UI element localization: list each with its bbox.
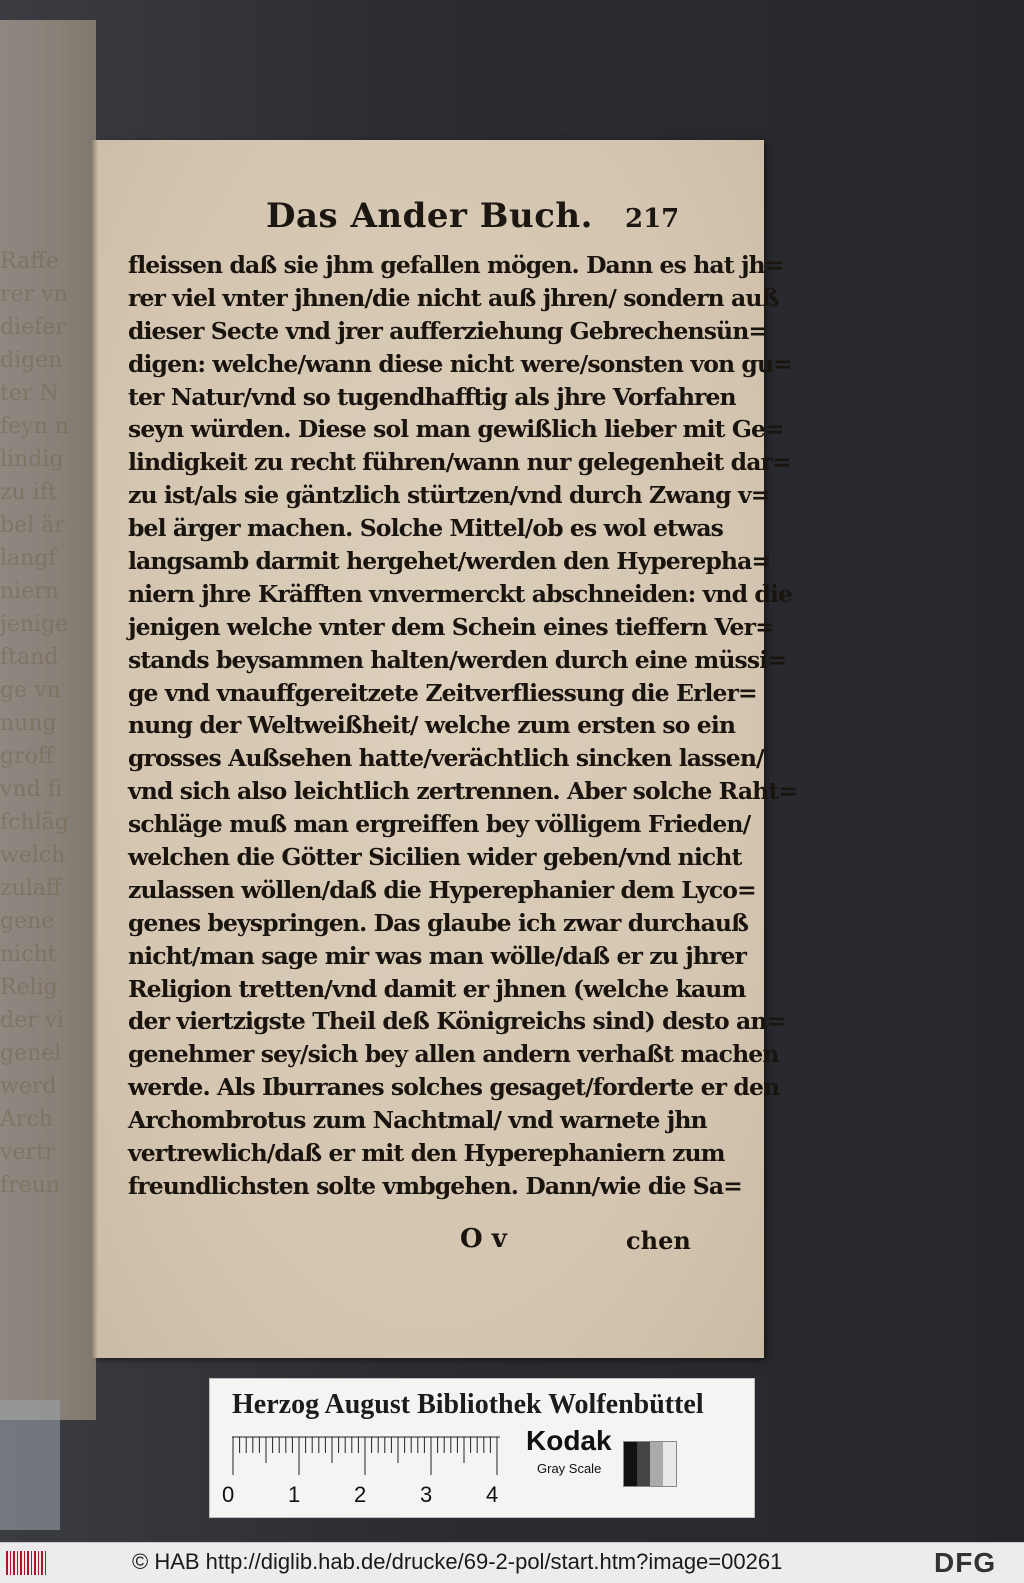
left-page-line: gene <box>0 909 55 934</box>
left-page-line: vertr <box>0 1140 56 1165</box>
left-page-line: vnd fi <box>0 777 63 802</box>
left-page-line: der vi <box>0 1008 65 1033</box>
text-line: zu ist/als sie gäntzlich stürtzen/vnd durch Zwang v= <box>128 481 770 510</box>
text-line: der viertzigste Theil deß Königreichs sind) desto an= <box>128 1007 786 1036</box>
text-line: jenigen welche vnter dem Schein eines tieffern Ver= <box>128 612 774 641</box>
left-page-line: niern <box>0 579 59 604</box>
page-number: 217 <box>625 204 680 234</box>
text-line: rer viel vnter jhnen/die nicht auß jhren/ sondern auß <box>128 283 779 312</box>
text-line: seyn würden. Diese sol man gewißlich lieber mit Ge= <box>128 415 784 444</box>
gray-scale-label: Gray Scale <box>537 1461 602 1476</box>
text-line: nung der Weltweißheit/ welche zum ersten so ein <box>128 711 736 740</box>
running-head: Das Ander Buch. <box>266 196 593 236</box>
text-line: ter Natur/vnd so tugendhafftig als jhre Vorfahren <box>128 382 736 411</box>
left-page-line: digen <box>0 348 63 373</box>
left-page-line: freun <box>0 1173 61 1198</box>
ruler-label: 2 <box>354 1482 367 1507</box>
text-line: ge vnd vnauffgereitzete Zeitverfliessung die Erler= <box>128 678 757 707</box>
text-line: vertrewlich/daß er mit den Hyperephaniern zum <box>128 1139 725 1168</box>
ruler-scale <box>232 1435 500 1477</box>
text-line: werde. Als Iburranes solches gesaget/forderte er den <box>128 1073 780 1102</box>
left-page-line: nicht <box>0 942 57 967</box>
left-page-line: Relig <box>0 975 58 1000</box>
text-line: zulassen wöllen/daß die Hyperephanier dem Lyco= <box>128 875 756 904</box>
text-line: genes beyspringen. Das glaube ich zwar durchauß <box>128 908 749 937</box>
left-page-line: Arch <box>0 1107 53 1132</box>
text-line: langsamb darmit hergehet/werden den Hyperepha= <box>128 547 771 576</box>
text-line: nicht/man sage mir was man wölle/daß er zu jhrer <box>128 941 747 970</box>
left-page-line: rer vn <box>0 282 68 307</box>
left-page-line: genel <box>0 1041 62 1066</box>
dfg-logo: DFG <box>934 1547 997 1578</box>
left-page-line: feyn n <box>0 414 69 439</box>
text-line: grosses Außsehen hatte/verächtlich sincken lassen/ <box>128 744 764 773</box>
text-line: dieser Secte vnd jrer aufferziehung Gebrechensün= <box>128 316 768 345</box>
text-line: welchen die Götter Sicilien wider geben/vnd nicht <box>128 843 742 872</box>
left-page-line: zulaff <box>0 876 62 901</box>
left-page-line: ter N <box>0 381 59 406</box>
text-line: genehmer sey/sich bey allen andern verhaßt machen <box>128 1040 779 1069</box>
text-line: Religion tretten/vnd damit er jhnen (welche kaum <box>128 974 746 1003</box>
left-page-line: jenige <box>0 612 69 637</box>
left-page-line: zu ift <box>0 480 57 505</box>
ruler-label: 4 <box>486 1482 499 1507</box>
text-line: schläge muß man ergreiffen bey völligem Frieden/ <box>128 810 751 839</box>
catchword: chen <box>626 1226 691 1255</box>
left-page-line: nung <box>0 711 57 736</box>
text-line: digen: welche/wann diese nicht were/sonsten von gu= <box>128 349 792 378</box>
text-line: vnd sich also leichtlich zertrennen. Aber solche Raht= <box>128 777 798 806</box>
color-scale-card <box>209 1378 755 1518</box>
body-text <box>128 249 798 1203</box>
left-page-line: fchläg <box>0 810 69 835</box>
signature-mark: O v <box>460 1224 507 1254</box>
text-line: lindigkeit zu recht führen/wann nur gelegenheit dar= <box>128 448 791 477</box>
left-page-line: werd <box>0 1074 57 1099</box>
footer-bar <box>0 1542 1024 1583</box>
hab-barcode-icon <box>6 1551 48 1575</box>
text-line: Archombrotus zum Nachtmal/ vnd warnete jhn <box>128 1106 707 1135</box>
gray-swatch <box>623 1441 677 1487</box>
left-page-text <box>0 245 69 1202</box>
ruler-label: 1 <box>288 1482 301 1507</box>
ruler-label: 3 <box>420 1482 433 1507</box>
text-line: stands beysammen halten/werden durch eine müssi= <box>128 645 787 674</box>
left-page-line: ge vn <box>0 678 61 703</box>
left-page-line: groff <box>0 744 54 769</box>
left-page-line: welch <box>0 843 66 868</box>
left-page-line: ftand <box>0 645 59 670</box>
page-gutter <box>92 140 98 1358</box>
left-page-line: Raffe <box>0 249 59 274</box>
institution-name: Herzog August Bibliothek Wolfenbüttel <box>232 1389 704 1420</box>
left-page-line: bel är <box>0 513 65 538</box>
left-page-edge <box>0 1400 60 1530</box>
text-line: fleissen daß sie jhm gefallen mögen. Dann es hat jh= <box>128 251 784 279</box>
ruler-labels <box>222 1482 512 1506</box>
left-page-line: lindig <box>0 447 64 472</box>
text-line: niern jhre Kräfften vnvermerckt abschneiden: vnd die <box>128 579 793 608</box>
kodak-logo: Kodak <box>526 1425 612 1456</box>
text-line: bel ärger machen. Solche Mittel/ob es wol etwas <box>128 514 724 543</box>
left-page-line: diefer <box>0 315 66 340</box>
ruler-label: 0 <box>222 1482 235 1507</box>
footer-credit[interactable]: © HAB http://diglib.hab.de/drucke/69-2-pol/start.htm?image=00261 <box>132 1549 783 1574</box>
left-page-line: langf <box>0 546 57 571</box>
text-line: freundlichsten solte vmbgehen. Dann/wie die Sa= <box>128 1171 742 1200</box>
